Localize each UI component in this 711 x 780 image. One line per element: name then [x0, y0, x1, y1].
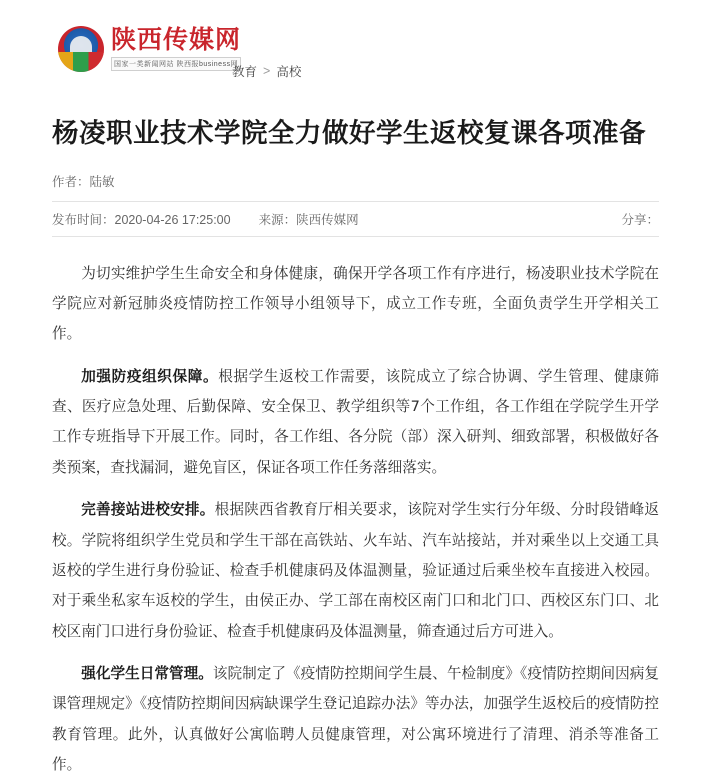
article-paragraph — [52, 495, 659, 647]
article-paragraph — [52, 659, 659, 780]
paragraph-text: 根据学生返校工作需要，该院成立了综合协调、学生管理、健康筛查、医疗应急处理、后勤保障、安全保卫、教学组织等7个工作组，各工作组在学院学生开学工作专班指导下开展工作。同时，各工作组、各分院（部）深入研判、细致部署，积极做好各类预案，查找漏洞，避免盲区，保证各项工作任务落细落实。 — [52, 367, 659, 476]
paragraph-lead: 完善接站进校安排。 — [81, 501, 215, 519]
article-body — [0, 237, 711, 780]
logo-text-block — [111, 27, 241, 70]
article-source: 来源：陕西传媒网 — [258, 212, 359, 227]
share-label[interactable]: 分享： — [621, 212, 659, 227]
paragraph-lead: 强化学生日常管理。 — [81, 664, 213, 682]
paragraph-text: 该院制定了《疫情防控期间学生晨、午检制度》《疫情防控期间因病复课管理规定》《疫情防控期间因病缺课学生登记追踪办法》等办法，加强学生返校后的疫情防控教育管理。此外，认真做好公寓临聘人员健康管理，对公寓环境进行了清理、消杀等准备工作。 — [52, 664, 659, 773]
article-author: 作者：陆敏 — [52, 174, 115, 189]
paragraph-text: 根据陕西省教育厅相关要求，该院对学生实行分年级、分时段错峰返校。学院将组织学生党员和学生干部在高铁站、火车站、汽车站接站，并对乘坐以上交通工具返校的学生进行身份验证、检查手机健康码及体温测量，验证通过后乘坐校车直接进入校园。对于乘坐私家车返校的学生，由侯正办、学工部在南校区南门口和北门口、西校区东门口、北校区南门口进行身份验证、检查手机健康码及体温测量，筛查通过后方可进入。 — [52, 501, 659, 640]
article-paragraph — [52, 259, 659, 350]
paragraph-text: 为切实维护学生生命安全和身体健康，确保开学各项工作有序进行，杨凌职业技术学院在学院应对新冠肺炎疫情防控工作领导小组领导下，成立工作专班，全面负责学生开学相关工作。 — [52, 264, 659, 343]
logo-title: 陕西传媒网 — [111, 25, 242, 55]
page-title: 杨凌职业技术学院全力做好学生返校复课各项准备 — [52, 118, 646, 149]
site-header — [0, 0, 711, 98]
shaanxi-media-logo-icon — [58, 26, 104, 72]
paragraph-lead: 加强防疫组织保障。 — [81, 367, 219, 385]
logo-subtitle: 国家一类新闻网站 陕西报business网 — [111, 57, 241, 71]
breadcrumb — [232, 62, 301, 80]
article-paragraph — [52, 362, 659, 483]
site-logo[interactable] — [58, 26, 241, 72]
breadcrumb-separator: > — [263, 64, 271, 78]
article-header — [0, 98, 711, 237]
logo-color-band — [58, 52, 104, 72]
breadcrumb-item-college[interactable]: 高校 — [276, 65, 302, 79]
logo-arch-shape — [70, 36, 92, 52]
publish-time: 发布时间：2020-04-26 17:25:00 — [52, 212, 231, 227]
article-meta-bar — [52, 201, 659, 237]
breadcrumb-item-education[interactable]: 教育 — [232, 65, 258, 79]
